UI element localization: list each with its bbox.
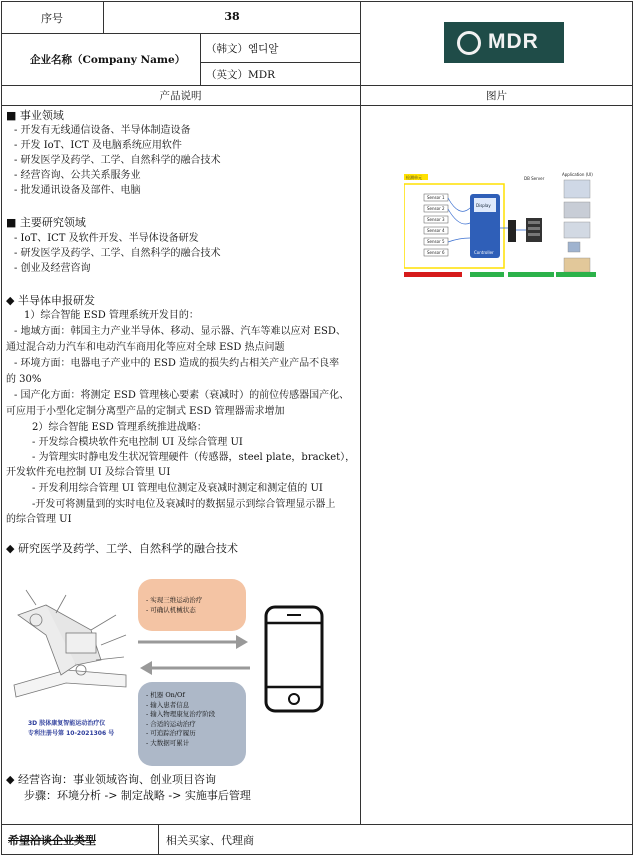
legend-bar [556, 272, 596, 277]
server-slot [528, 227, 540, 230]
seq-label: 序号 [41, 12, 63, 25]
sensor-label: Sensor 5 [427, 239, 445, 244]
semi-line: 的 30% [6, 374, 42, 385]
app-label: Application (UI) [562, 172, 593, 177]
table-border-right [632, 1, 633, 855]
arrow-right-icon [138, 635, 248, 649]
app-screen [564, 180, 590, 198]
server-label: DB Server [524, 176, 545, 181]
consulting-steps: 步骤：环境分析 -> 制定战略 -> 实施事后管理 [24, 789, 251, 802]
feature-item: - 输入物理康复治疗阶段 [146, 710, 216, 718]
semi-line: 开发软件充电控制 UI 及综合管里 UI [6, 467, 171, 478]
cooperation-type-label: 希望洽谈企业类型 [8, 834, 96, 847]
col-divider [360, 1, 361, 824]
esd-system-diagram [404, 168, 596, 286]
arrow-left-icon [140, 661, 250, 675]
sensor-label: Sensor 4 [427, 228, 445, 233]
row-divider [200, 62, 360, 63]
research-title: ■ 主要研究领域 [6, 216, 86, 229]
semi-line: - 国产化方面：将测定 ESD 管理核心要素（衰减时）的前位传感器国产化、 [14, 390, 350, 401]
top-label: 检测单元 [406, 175, 422, 180]
semi-line: - 为管理实时静电发生状况管理硬件（传感器，steel plate，bracket）， [32, 452, 356, 463]
semi-line: -开发可将测量到的实时电位及衰减时的数据显示到综合管理显示器上 [32, 499, 336, 510]
logo-ring-icon [457, 31, 481, 55]
app-screen [564, 202, 590, 218]
sensor-label: Sensor 1 [427, 195, 445, 200]
korean-name: （韩文）엠디알 [206, 43, 279, 55]
rehab-device-illustration [14, 590, 126, 697]
col-divider [200, 33, 201, 85]
gateway-device [508, 220, 516, 242]
legend-bar [470, 272, 504, 277]
feature-bubble-bottom [138, 682, 246, 766]
product-description-header: 产品说明 [159, 90, 202, 102]
table-border-left [1, 1, 2, 855]
display-label: Display [476, 203, 491, 208]
row-divider [1, 105, 633, 106]
legend-bar [404, 272, 462, 277]
semi-line: 的综合管理 UI [6, 514, 72, 525]
consulting-title: ◆ 经营咨询：事业领域咨询、创业项目咨询 [6, 773, 216, 786]
semiconductor-title: ◆ 半导体申报研发 [6, 294, 95, 307]
business-item: - 研发医学及药学、工学、自然科学的融合技术 [14, 155, 221, 166]
server-slot [528, 221, 540, 224]
business-item: - 开发有无线通信设备、半导体制造设备 [14, 125, 191, 136]
sensor-label: Sensor 6 [427, 250, 445, 255]
semi-line: 通过混合动力汽车和电动汽车商用化等应对全球 ESD 热点问题 [6, 342, 285, 353]
semi-line: 2）综合智能 ESD 管理系统推进战略： [32, 422, 207, 433]
feature-item: - 可确认机械状态 [146, 605, 196, 614]
smartphone-icon [266, 607, 322, 711]
sensor-wire [448, 198, 470, 242]
device-caption-1: 3D 肢体康复智能运动治疗仪 [28, 720, 106, 727]
business-title: ■ 事业领域 [6, 109, 64, 122]
row-divider [1, 85, 633, 86]
business-item: - 开发 IoT、ICT 及电脑系统应用软件 [14, 140, 182, 151]
feature-bubble-top [138, 579, 246, 631]
business-item: - 经营咨询、公共关系服务业 [14, 170, 141, 181]
cooperation-type-value: 相关买家、代理商 [166, 834, 254, 847]
logo-text: MDR [488, 30, 539, 53]
row-divider [1, 824, 633, 825]
feature-item: - 机器 On/Of [146, 691, 185, 699]
semi-line: 可应用于小型化定制分离型产品的定制式 ESD 管理器需求增加 [6, 406, 285, 417]
semi-line: - 开发利用综合管理 UI 管理电位测定及衰减时测定和测定值的 UI [32, 483, 323, 494]
sensor-label: Sensor 2 [427, 206, 445, 211]
device-caption-2: 专利注册号第 10-2021306 号 [28, 730, 115, 737]
app-screen [564, 258, 590, 272]
table-border-bottom [1, 854, 633, 855]
seq-value: 38 [224, 10, 240, 23]
business-item: - 批发通讯设备及部件、电脑 [14, 185, 141, 196]
legend-bar [508, 272, 554, 277]
company-logo [444, 22, 564, 63]
col-divider [158, 824, 159, 854]
table-border-top [1, 1, 633, 2]
semi-line: - 地域方面：韩国主力产业半导体、移动、显示器、汽车等难以应对 ESD、 [14, 326, 346, 337]
app-screen [568, 242, 580, 252]
company-name-label: 企业名称（Company Name） [30, 54, 186, 66]
app-screen [564, 222, 590, 238]
sensor-label: Sensor 3 [427, 217, 445, 222]
english-name: （英文）MDR [206, 69, 276, 81]
research-item: - 研发医学及药学、工学、自然科学的融合技术 [14, 248, 221, 259]
semi-line: - 开发综合模块软件充电控制 UI 及综合管理 UI [32, 437, 243, 448]
feature-item: - 大数据可累计 [146, 738, 190, 747]
semi-line: 1）综合智能 ESD 管理系统开发目的： [24, 310, 199, 321]
semi-line: - 环境方面：电器电子产业中的 ESD 造成的损失约占相关产业产品不良率 [14, 358, 340, 369]
research-item: - 创业及经营咨询 [14, 263, 91, 274]
feature-item: - 实现三维运动治疗 [146, 596, 203, 604]
feature-item: - 合适的运动治疗 [146, 719, 196, 728]
server-slot [528, 233, 540, 236]
feature-item: - 可追踪治疗履历 [146, 729, 196, 737]
feature-item: - 输入患者信息 [146, 700, 190, 709]
research-item: - IoT、ICT 及软件开发、半导体设备研发 [14, 233, 199, 244]
row-divider [1, 33, 360, 34]
image-header: 图片 [486, 90, 507, 102]
medical-title: ◆ 研究医学及药学、工学、自然科学的融合技术 [6, 542, 238, 555]
controller-label: Controller [474, 250, 494, 255]
